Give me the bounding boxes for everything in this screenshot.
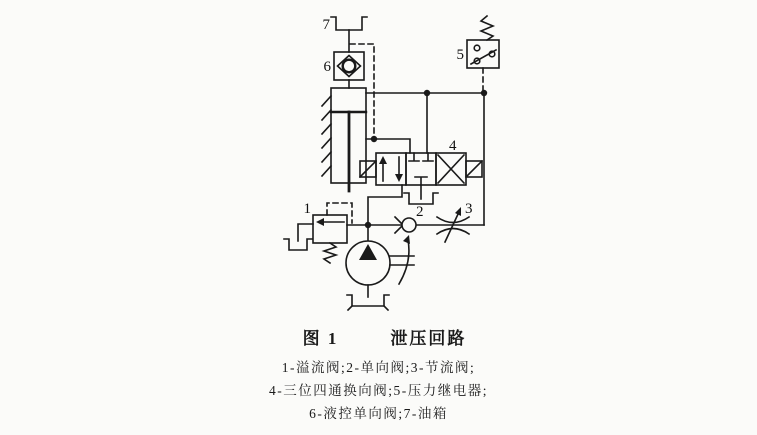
- figure-legend: [0, 356, 757, 425]
- spring-icon: [324, 243, 336, 263]
- relief-valve-symbol: [284, 203, 352, 263]
- component-label-3: 3: [465, 201, 473, 217]
- legend-line: 6-液控单向阀;7-油箱: [309, 406, 448, 421]
- component-label-4: 4: [449, 138, 457, 154]
- spring-icon: [481, 16, 493, 40]
- component-label-2: 2: [416, 204, 424, 220]
- pilot-line-relief: [327, 203, 352, 223]
- figure-caption: [6, 324, 757, 349]
- component-label-6: 6: [323, 59, 331, 75]
- stroke-control: [390, 256, 414, 265]
- pilot-line-valve6: [350, 44, 374, 139]
- oil-tank-7-symbol: [331, 17, 367, 52]
- wall-hatching: [322, 96, 331, 176]
- component-label-5: 5: [456, 47, 464, 63]
- legend-line: 1-溢流阀;2-单向阀;3-节流阀;: [281, 360, 476, 375]
- valve-tank-symbol: [404, 185, 438, 204]
- figure-number: 图 1: [302, 329, 339, 348]
- component-label-1: 1: [303, 201, 311, 217]
- pressure-relay-symbol: [467, 16, 499, 90]
- figure-title: 泄压回路: [390, 329, 467, 348]
- pilot-check-valve-symbol: [334, 52, 364, 88]
- figure-caption-block: [0, 324, 757, 425]
- solenoid-icon: [466, 161, 482, 177]
- solenoid-icon: [360, 161, 376, 177]
- component-label-7: 7: [322, 17, 330, 33]
- pump-symbol: [346, 235, 414, 310]
- legend-line: 4-三位四通换向阀;5-压力继电器;: [269, 383, 488, 398]
